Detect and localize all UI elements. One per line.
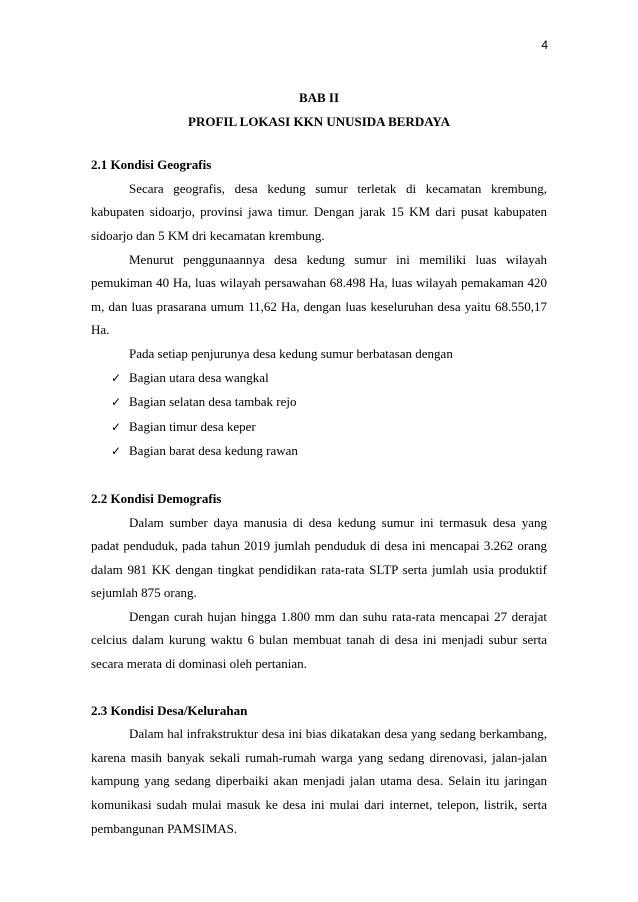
list-item-text: Bagian utara desa wangkal: [129, 369, 269, 385]
check-icon: ✓: [111, 419, 122, 434]
section-kondisi-desa: [91, 699, 547, 841]
page-number: 4: [541, 38, 548, 52]
page-content: [91, 86, 547, 840]
list-item: [111, 415, 547, 440]
check-icon: ✓: [111, 370, 122, 385]
list-item: [111, 390, 547, 415]
check-icon: ✓: [111, 444, 122, 459]
check-icon: ✓: [111, 395, 122, 410]
border-list: [91, 366, 547, 464]
list-item-text: Bagian barat desa kedung rawan: [129, 443, 298, 459]
list-item-text: Bagian selatan desa tambak rejo: [129, 394, 297, 410]
paragraph: Secara geografis, desa kedung sumur terletak di kecamatan krembung, kabupaten sidoarjo, provinsi jawa timur. Dengan jarak 15 KM dari pusat kabupaten sidoarjo dan 5 KM dri kecamatan krembung.: [91, 180, 547, 243]
section-heading: 2.2 Kondisi Demografis: [91, 490, 222, 506]
paragraph: Dalam sumber daya manusia di desa kedung sumur ini termasuk desa yang padat penduduk, pada tahun 2019 jumlah penduduk di desa ini mencapai 3.262 orang dalam 981 KK dengan tingkat pendidikan rata-rata SLTP serta jumlah usia produktif sejumlah 875 orang.: [91, 514, 547, 601]
list-item-text: Bagian timur desa keper: [129, 418, 256, 434]
chapter-title: PROFIL LOKASI KKN UNUSIDA BERDAYA: [188, 113, 450, 129]
list-item: [111, 439, 547, 464]
section-kondisi-geografis: [91, 153, 547, 464]
paragraph: Dengan curah hujan hingga 1.800 mm dan suhu rata-rata mencapai 27 derajat celcius dalam kurung waktu 6 bulan membuat tanah di desa ini menjadi subur serta secara merata di dominasi oleh pertanian.: [91, 608, 547, 672]
chapter-label: BAB II: [298, 90, 340, 105]
list-item: [111, 366, 547, 391]
paragraph: Dalam hal infrakstruktur desa ini bias dikatakan desa yang sedang berkambang, karena masih banyak sekali rumah-rumah warga yang sedang direnovasi, jalan-jalan kampung yang sedang diperbaiki akan menjadi jalan utama desa. Selain itu jaringan komunikasi sudah mulai masuk ke desa ini mulai dari internet, telepon, listrik, serta pembangunan PAMSIMAS.: [91, 726, 547, 836]
section-kondisi-demografis: [91, 487, 547, 676]
paragraph: Pada setiap penjurunya desa kedung sumur berbatasan dengan: [129, 345, 453, 361]
paragraph: Menurut penggunaannya desa kedung sumur ini memiliki luas wilayah pemukiman 40 Ha, luas wilayah persawahan 68.498 Ha, luas wilayah pemakaman 420 m, dan luas prasarana umum 11,62 Ha, dengan luas keseluruhan desa yaitu 68.550,17 Ha.: [91, 251, 547, 338]
section-heading: 2.1 Kondisi Geografis: [91, 157, 212, 173]
section-heading: 2.3 Kondisi Desa/Kelurahan: [91, 702, 248, 718]
